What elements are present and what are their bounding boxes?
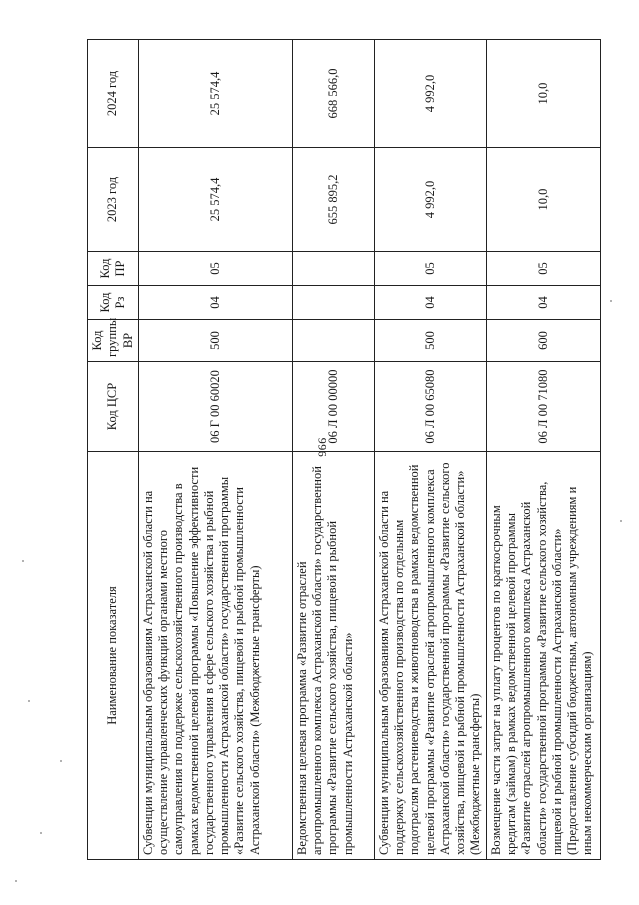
row-csr: 06 Л 00 71080 [486,362,600,452]
budget-table [87,39,601,860]
row-pr: 05 [374,252,486,286]
header-name: Наименование показателя [88,452,139,860]
rotated-table-wrapper [87,40,595,860]
scan-speck [15,880,17,882]
row-pr [292,252,374,286]
row-name: Ведомственная целевая программа «Развитие отраслей агропромышленного комплекса Астраханской области» государственной программы «Развитие сельского хозяйства, пищевой и рыбной промышленности Астраханской области» [292,452,374,860]
row-csr: 06 Л 00 65080 [374,362,486,452]
row-pr: 05 [138,252,292,286]
row-rz: 04 [138,286,292,320]
row-name: Субвенции муниципальным образованиям Астраханской области на осуществление управленческих функций органами местного самоуправления по поддержке сельскохозяйственного производства в рамках ведомственной целевой программы «Повышение эффективности государственного управления в сфере сельского хозяйства и рыбной промышленности Астраханской области» государственной программы «Развитие сельского хозяйства, пищевой и рыбной промышленности Астраханской области» (Межбюджетные трансферты) [138,452,292,860]
header-pr: Код ПР [88,252,139,286]
row-2024: 10,0 [486,40,600,148]
row-2023: 25 574,4 [138,148,292,252]
row-name: Возмещение части затрат на уплату процентов по краткосрочным кредитам (займам) в рамках ведомственной целевой программы «Развитие отраслей агропромышленного комплекса Астраханской области» государственной программы «Развитие сельского хозяйства, пищевой и рыбной промышленности Астраханской области» (Предоставление субсидий бюджетным, автономным учреждениям и иным некоммерческим организациям) [486,452,600,860]
scan-speck [60,760,62,762]
row-rz: 04 [486,286,600,320]
row-2023: 4 992,0 [374,148,486,252]
row-vr: 500 [374,320,486,362]
page-number: 996 [315,437,330,458]
header-vr: Код группы ВР [88,320,139,362]
table-header-row [88,40,139,860]
scan-speck [40,832,42,834]
table-row [138,40,292,860]
scan-speck [28,700,30,702]
table-row [292,40,374,860]
row-2023: 10,0 [486,148,600,252]
row-vr: 600 [486,320,600,362]
row-2024: 4 992,0 [374,40,486,148]
scan-speck [22,560,24,562]
header-csr: Код ЦСР [88,362,139,452]
header-2024: 2024 год [88,40,139,148]
scan-speck [610,300,612,302]
row-pr: 05 [486,252,600,286]
scan-speck [620,520,622,522]
row-2023: 655 895,2 [292,148,374,252]
row-vr: 500 [138,320,292,362]
row-csr: 06 Л 00 00000 [292,362,374,452]
row-2024: 25 574,4 [138,40,292,148]
row-name: Субвенции муниципальным образованиям Астраханской области на поддержку сельскохозяйственного производства по отдельным подотраслям растениеводства и животноводства в рамках ведомственной целевой программы «Развитие отраслей агропромышленного комплекса Астраханской области» государственной программы «Развитие сельского хозяйства, пищевой и рыбной промышленности Астраханской области» (Межбюджетные трансферты) [374,452,486,860]
header-rz: Код Рз [88,286,139,320]
row-2024: 668 566,0 [292,40,374,148]
table-row [374,40,486,860]
header-2023: 2023 год [88,148,139,252]
row-vr [292,320,374,362]
row-rz [292,286,374,320]
row-rz: 04 [374,286,486,320]
row-csr: 06 Г 00 60020 [138,362,292,452]
table-row [486,40,600,860]
